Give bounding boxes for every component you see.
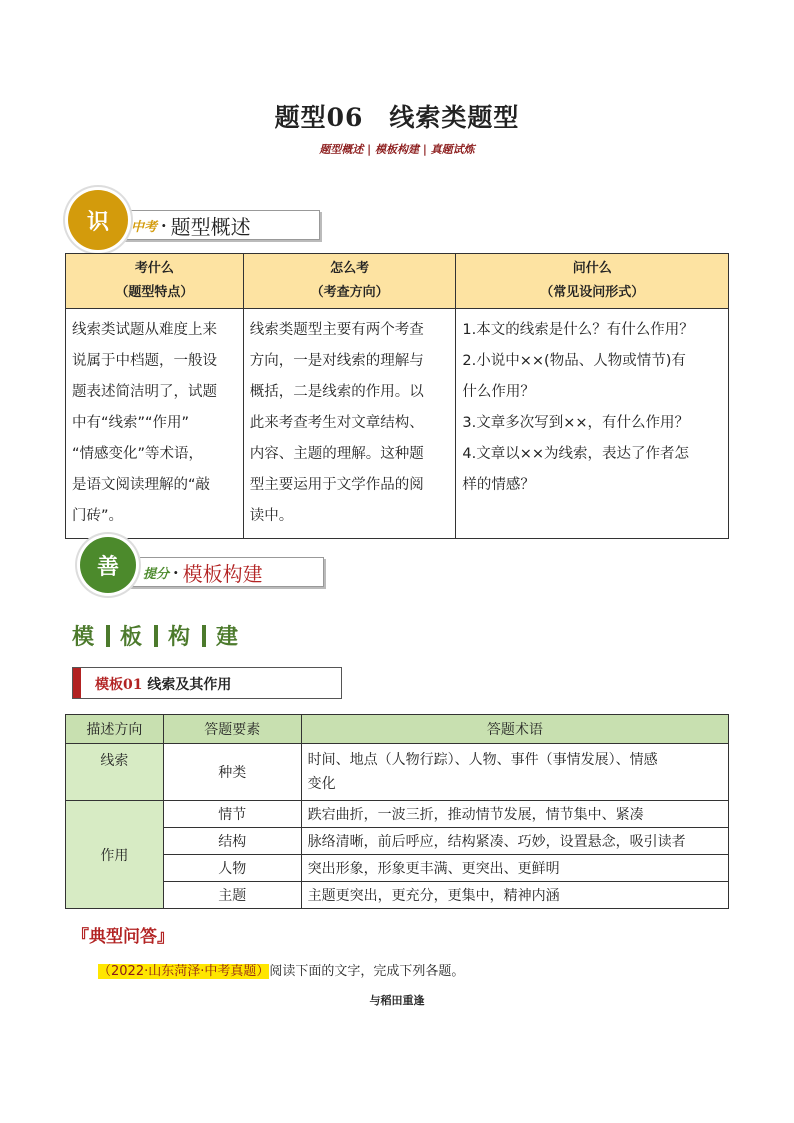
page-title: 题型06 线索类题型 [274, 103, 520, 132]
text-line: 3.文章多次写到××，有什么作用？ [462, 415, 690, 431]
text-line: 1.本文的线索是什么？有什么作用？ [462, 322, 694, 338]
text-line: 说属于中档题，一般设 [72, 353, 217, 369]
text-line: 门砖”。 [72, 508, 124, 524]
header-cell: 答题术语 [301, 715, 728, 744]
element-cell: 种类 [163, 744, 301, 801]
header-cell [456, 254, 729, 309]
term-cell: 突出形象，形象更丰满、更突出、更鲜明 [301, 855, 728, 882]
text-line: 型主要运用于文学作品的阅 [249, 477, 424, 493]
header-cell: 描述方向 [66, 715, 164, 744]
section-bar [112, 210, 320, 240]
text-line: 读中。 [249, 508, 294, 524]
section-dot: · [161, 215, 167, 235]
text-line: 时间、地点（人物行踪）、人物、事件（事情发展）、情感 [307, 752, 658, 768]
question-text: 阅读下面的文字，完成下列各题。 [269, 964, 465, 979]
term-cell: 主题更突出，更充分，更集中，精神内涵 [301, 882, 728, 909]
badge-circle: 识 [68, 190, 128, 250]
section-prefix: 提分 [143, 566, 170, 582]
element-cell: 人物 [163, 855, 301, 882]
section-label: 模板构建 [182, 561, 263, 586]
direction-cell: 作用 [66, 801, 164, 909]
text-line: 线索类试题从难度上来 [72, 322, 217, 338]
element-cell: 主题 [163, 882, 301, 909]
header-title: 考什么 [134, 261, 174, 276]
red-marker [73, 668, 81, 698]
element-cell: 情节 [163, 801, 301, 828]
term-cell [301, 744, 728, 801]
text-line: “情感变化”等术语， [72, 446, 204, 462]
header-sub: （常见设问形式） [540, 285, 645, 300]
header-sub: （考查方向） [310, 285, 389, 300]
text-line: 4.文章以××为线索，表达了作者怎 [462, 446, 690, 462]
divider [202, 625, 206, 647]
text-line: 线索类题型主要有两个考查 [249, 322, 424, 338]
heading-char: 构 [168, 625, 193, 650]
template-box-title [95, 674, 231, 694]
section-prefix: 中考 [131, 219, 158, 235]
header-title: 问什么 [572, 261, 612, 276]
subtitle: 题型概述 | 模板构建 | 真题试炼 [319, 143, 475, 156]
text-line: 内容、主题的理解。这种题 [249, 446, 424, 462]
text-line: 什么作用？ [462, 384, 535, 400]
header-cell [66, 254, 244, 309]
article-title: 与稻田重逢 [369, 994, 425, 1007]
overview-table [65, 253, 729, 539]
question-line [98, 960, 464, 979]
text-line: 2.小说中××(物品、人物或情节)有 [462, 353, 686, 369]
heading-char: 模 [72, 625, 97, 650]
badge-circle: 善 [80, 537, 136, 593]
heading-char: 建 [216, 625, 241, 650]
header-sub: （题型特点） [115, 285, 194, 300]
text-line: 样的情感？ [462, 477, 535, 493]
template-heading [72, 620, 240, 651]
heading-char: 板 [120, 625, 145, 650]
section-dot: · [173, 562, 179, 582]
term-cell: 脉络清晰，前后呼应，结构紧凑、巧妙，设置悬念，吸引读者 [301, 828, 728, 855]
term-cell: 跌宕曲折，一波三折，推动情节发展，情节集中、紧凑 [301, 801, 728, 828]
text-line: 是语文阅读理解的“敲 [72, 477, 211, 493]
divider [106, 625, 110, 647]
question-cell [456, 309, 729, 539]
text-line: 题表述简洁明了，试题 [72, 384, 217, 400]
element-cell: 结构 [163, 828, 301, 855]
direction-cell: 线索 [66, 744, 164, 801]
template-number: 模板01 [95, 677, 143, 693]
template-text: 线索及其作用 [147, 677, 232, 693]
header-cell [243, 254, 456, 309]
template-box [72, 667, 342, 699]
typical-qa-heading: 『典型问答』 [72, 927, 174, 947]
section-bar [124, 557, 324, 587]
text-line: 此来考查考生对文章结构、 [249, 415, 424, 431]
question-source: （2022·山东菏泽·中考真题） [98, 964, 270, 979]
text-line: 中有“线索”“作用” [72, 415, 190, 431]
header-title: 怎么考 [330, 261, 370, 276]
clue-template-table [65, 714, 729, 909]
text-line: 变化 [307, 776, 336, 792]
feature-cell [66, 309, 244, 539]
direction-cell [243, 309, 456, 539]
header-cell: 答题要素 [163, 715, 301, 744]
text-line: 方向，一是对线索的理解与 [249, 353, 424, 369]
divider [154, 625, 158, 647]
section-label: 题型概述 [170, 214, 251, 239]
text-line: 概括，二是线索的作用。以 [249, 384, 424, 400]
